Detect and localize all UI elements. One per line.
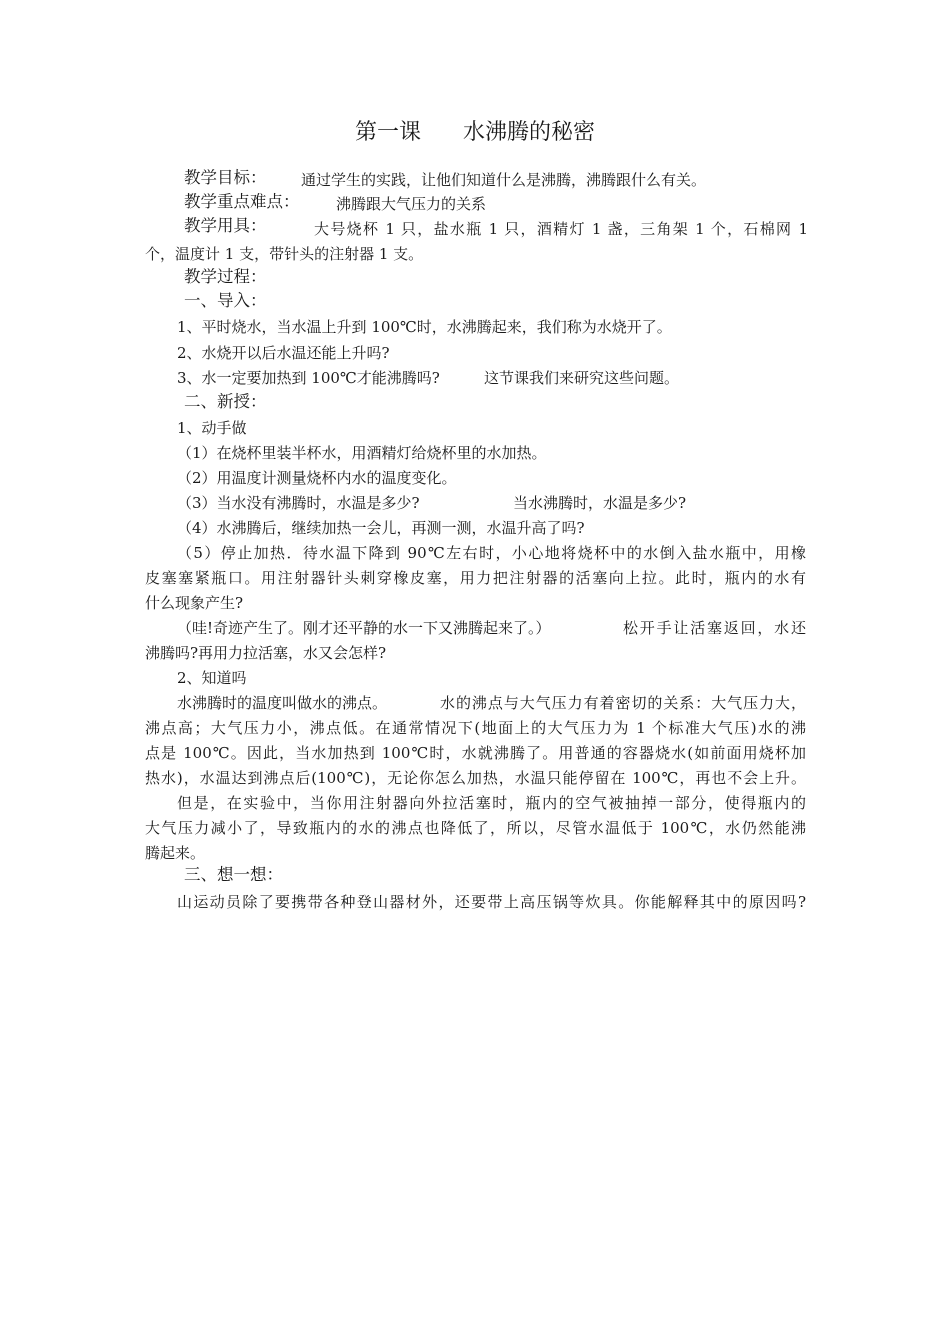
objective-text: 通过学生的实践，让他们知道什么是沸腾，沸腾跟什么有关。 [301, 171, 707, 189]
step-3a: （3）当水没有沸腾时，水温是多少? [177, 494, 420, 512]
paragraph-2-line-2: 大气压力减小了，导致瓶内的水的沸点也降低了，所以，尽管水温低于 100℃，水仍然能沸 [145, 819, 806, 837]
paragraph-2-line-1: 但是，在实验中，当你用注射器向外拉活塞时，瓶内的空气被抽掉一部分，使得瓶内的 [177, 794, 806, 812]
section-3-text: 山运动员除了要携带各种登山器材外，还要带上高压锅等炊具。你能解释其中的原因吗? [177, 893, 806, 911]
section-2-heading: 二、新授： [184, 392, 267, 411]
step-3b: 当水沸腾时，水温是多少? [513, 494, 687, 512]
paragraph-1-line-4: 热水)，水温达到沸点后(100℃)，无论你怎么加热，水温只能停留在 100℃，再也不会上升。 [145, 769, 806, 787]
key-points-label: 教学重点难点： [184, 192, 300, 211]
section-1-line-3a: 3、水一定要加热到 100℃才能沸腾吗? [177, 369, 440, 387]
section-1-heading: 一、导入： [184, 291, 267, 310]
tools-label: 教学用具： [184, 216, 267, 235]
tools-text-line-1: 大号烧杯 1 只，盐水瓶 1 只，酒精灯 1 盏，三角架 1 个，石棉网 1 [314, 220, 808, 238]
lesson-title: 第一课 水沸腾的秘密 [355, 120, 595, 145]
section-1-line-1: 1、平时烧水，当水温上升到 100℃时，水沸腾起来，我们称为水烧开了。 [177, 318, 672, 336]
objective-label: 教学目标： [184, 168, 267, 187]
process-label: 教学过程： [184, 267, 267, 286]
key-points-text: 沸腾跟大气压力的关系 [336, 195, 487, 213]
step-2: （2）用温度计测量烧杯内水的温度变化。 [177, 469, 457, 487]
step-5-line-2: 皮塞塞紧瓶口。用注射器针头刺穿橡皮塞，用力把注射器的活塞向上拉。此时，瓶内的水有 [145, 569, 806, 587]
section-1-line-2: 2、水烧开以后水温还能上升吗? [177, 344, 390, 362]
paragraph-1-line-1a: 水沸腾时的温度叫做水的沸点。 [177, 694, 388, 712]
section-1-line-3b: 这节课我们来研究这些问题。 [484, 369, 680, 387]
paragraph-1-line-3: 点是 100℃。因此，当水加热到 100℃时，水就沸腾了。用普通的容器烧水(如前面用烧杯加 [145, 744, 806, 762]
section-2-subheading-2: 2、知道吗 [177, 669, 247, 687]
step-5-line-3: 什么现象产生? [145, 594, 244, 612]
observation-line-2: 沸腾吗?再用力拉活塞，水又会怎样? [145, 644, 387, 662]
step-1: （1）在烧杯里装半杯水，用酒精灯给烧杯里的水加热。 [177, 444, 547, 462]
step-4: （4）水沸腾后，继续加热一会儿，再测一测，水温升高了吗? [177, 519, 585, 537]
tools-text-line-2: 个，温度计 1 支，带针头的注射器 1 支。 [145, 245, 424, 263]
observation-line-1a: （哇!奇迹产生了。刚才还平静的水一下又沸腾起来了。） [177, 619, 551, 637]
paragraph-1-line-2: 沸点高；大气压力小，沸点低。在通常情况下(地面上的大气压力为 1 个标准大气压)水的沸 [145, 719, 806, 737]
step-5-line-1: （5）停止加热．待水温下降到 90℃左右时，小心地将烧杯中的水倒入盐水瓶中，用橡 [177, 544, 806, 562]
observation-line-1b: 松开手让活塞返回，水还 [623, 619, 806, 637]
section-3-heading: 三、想一想： [184, 865, 283, 884]
section-2-subheading-1: 1、动手做 [177, 419, 247, 437]
paragraph-1-line-1b: 水的沸点与大气压力有着密切的关系：大气压力大， [440, 694, 806, 712]
paragraph-2-line-3: 腾起来。 [145, 844, 206, 862]
